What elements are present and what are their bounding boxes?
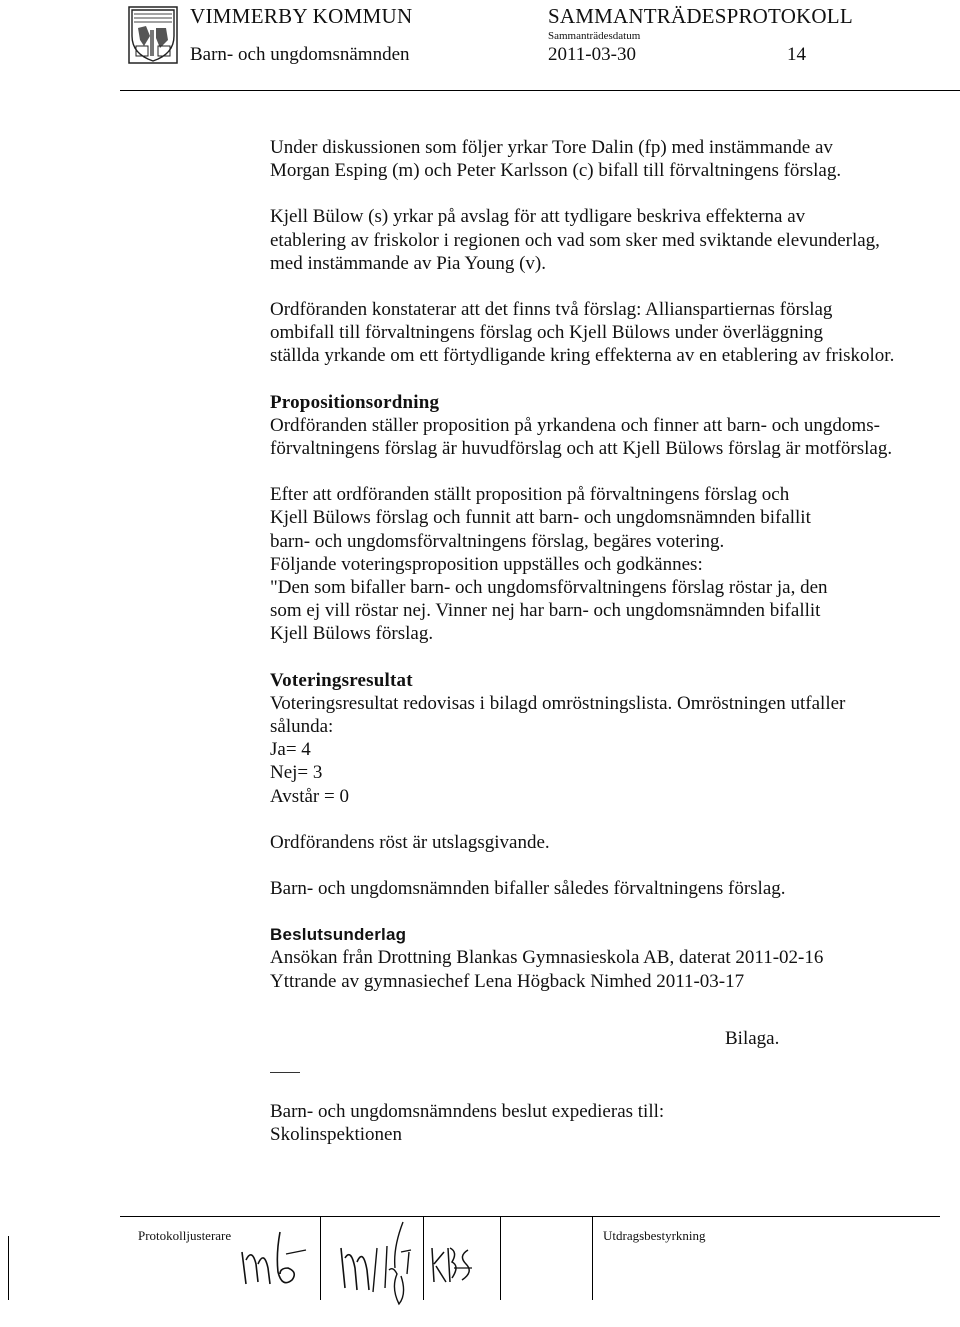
date-label: Sammanträdesdatum xyxy=(548,30,641,42)
text-line: etablering av friskolor i regionen och vad som sker med sviktande elevunderlag, xyxy=(270,229,880,251)
meeting-date: 2011-03-30 xyxy=(548,44,636,65)
text-line: som ej vill röstar nej. Vinner nej har barn- och ungdomsnämnden bifallit xyxy=(270,600,821,622)
heading-voteringsresultat: Voteringsresultat xyxy=(270,669,413,691)
attachment-note: Bilaga. xyxy=(725,1028,780,1049)
document-type: SAMMANTRÄDESPROTOKOLL xyxy=(548,4,853,28)
paragraph-casting-vote xyxy=(270,831,950,854)
text-line: Kjell Bülows förslag. xyxy=(270,623,434,645)
paragraph-votering xyxy=(270,483,950,645)
text-line: Efter att ordföranden ställt proposition på förvaltningens förslag och xyxy=(270,484,790,506)
footer-column-divider xyxy=(500,1216,501,1300)
protokolljusterare-label: Protokolljusterare xyxy=(138,1228,232,1243)
text-line: barn- och ungdomsförvaltningens förslag, begäres votering. xyxy=(270,530,725,552)
separator-dash xyxy=(270,1072,300,1073)
vote-abstain: Avstår = 0 xyxy=(270,785,349,807)
footer-column-divider xyxy=(320,1216,321,1300)
vote-yes: Ja= 4 xyxy=(270,739,311,761)
text-line: Kjell Bülow (s) yrkar på avslag för att tydligare beskriva effekterna av xyxy=(270,206,806,228)
paragraph-decision xyxy=(270,877,950,900)
paragraph-voteringsresultat xyxy=(270,692,950,808)
footer-column-divider xyxy=(592,1216,593,1300)
text-line: Ordföranden ställer proposition på yrkandena och finner att barn- och ungdoms- xyxy=(270,414,880,436)
document-body xyxy=(270,136,950,993)
heading-propositionsordning: Propositionsordning xyxy=(270,391,440,413)
vote-no: Nej= 3 xyxy=(270,762,323,784)
text-line: sålunda: xyxy=(270,716,334,738)
footer-divider xyxy=(120,1216,940,1217)
text-line: Skolinspektionen xyxy=(270,1124,402,1146)
paragraph-expedieras xyxy=(270,1100,664,1146)
page-number: 14 xyxy=(787,44,806,65)
department-name: Barn- och ungdomsnämnden xyxy=(190,44,410,65)
text-line: ställda yrkande om ett förtydligande kring effekterna av en etablering av friskolor. xyxy=(270,345,895,367)
text-line: med instämmande av Pia Young (v). xyxy=(270,252,547,274)
text-line: Ordförandens röst är utslagsgivande. xyxy=(270,831,550,853)
paragraph-bulow-motion xyxy=(270,205,950,275)
municipal-crest-logo xyxy=(128,6,178,64)
text-line: Morgan Esping (m) och Peter Karlsson (c) bifall till förvaltningens förslag. xyxy=(270,160,842,182)
scan-edge-mark xyxy=(8,1236,9,1300)
heading-beslutsunderlag: Beslutsunderlag xyxy=(270,925,407,945)
org-name: VIMMERBY KOMMUN xyxy=(190,4,413,28)
paragraph-beslutsunderlag xyxy=(270,946,950,992)
text-line: Under diskussionen som följer yrkar Tore Dalin (fp) med instämmande av xyxy=(270,137,833,158)
signature-initials-1 xyxy=(236,1224,316,1299)
text-line: Ordföranden konstaterar att det finns två förslag: Allianspartiernas förslag xyxy=(270,299,833,321)
text-line: Kjell Bülows förslag och funnit att barn- och ungdomsnämnden bifallit xyxy=(270,507,811,529)
footer-column-divider xyxy=(423,1216,424,1300)
text-line: ombifall till förvaltningens förslag och Kjell Bülows under överläggning xyxy=(270,322,824,344)
text-line: Följande voteringsproposition uppställes och godkännes: xyxy=(270,553,703,575)
text-line: Voteringsresultat redovisas i bilagd omröstningslista. Omröstningen utfaller xyxy=(270,692,846,714)
paragraph-propositionsordning xyxy=(270,414,950,460)
header-divider xyxy=(120,90,960,91)
paragraph-chair-states xyxy=(270,298,950,368)
signature-initials-2 xyxy=(333,1218,423,1313)
text-line: "Den som bifaller barn- och ungdomsförvaltningens förslag röstar ja, den xyxy=(270,577,828,599)
text-line: Yttrande av gymnasiechef Lena Högback Nimhed 2011-03-17 xyxy=(270,970,745,992)
text-line: Barn- och ungdomsnämndens beslut expedieras till: xyxy=(270,1101,665,1122)
paragraph-discussion xyxy=(270,136,950,182)
text-line: Ansökan från Drottning Blankas Gymnasieskola AB, daterat 2011-02-16 xyxy=(270,947,824,969)
signature-initials-3 xyxy=(428,1238,488,1293)
text-line: förvaltningens förslag är huvudförslag och att Kjell Bülows förslag är motförslag. xyxy=(270,438,893,460)
utdragsbestyrkning-label: Utdragsbestyrkning xyxy=(603,1228,706,1243)
text-line: Barn- och ungdomsnämnden bifaller således förvaltningens förslag. xyxy=(270,878,786,900)
